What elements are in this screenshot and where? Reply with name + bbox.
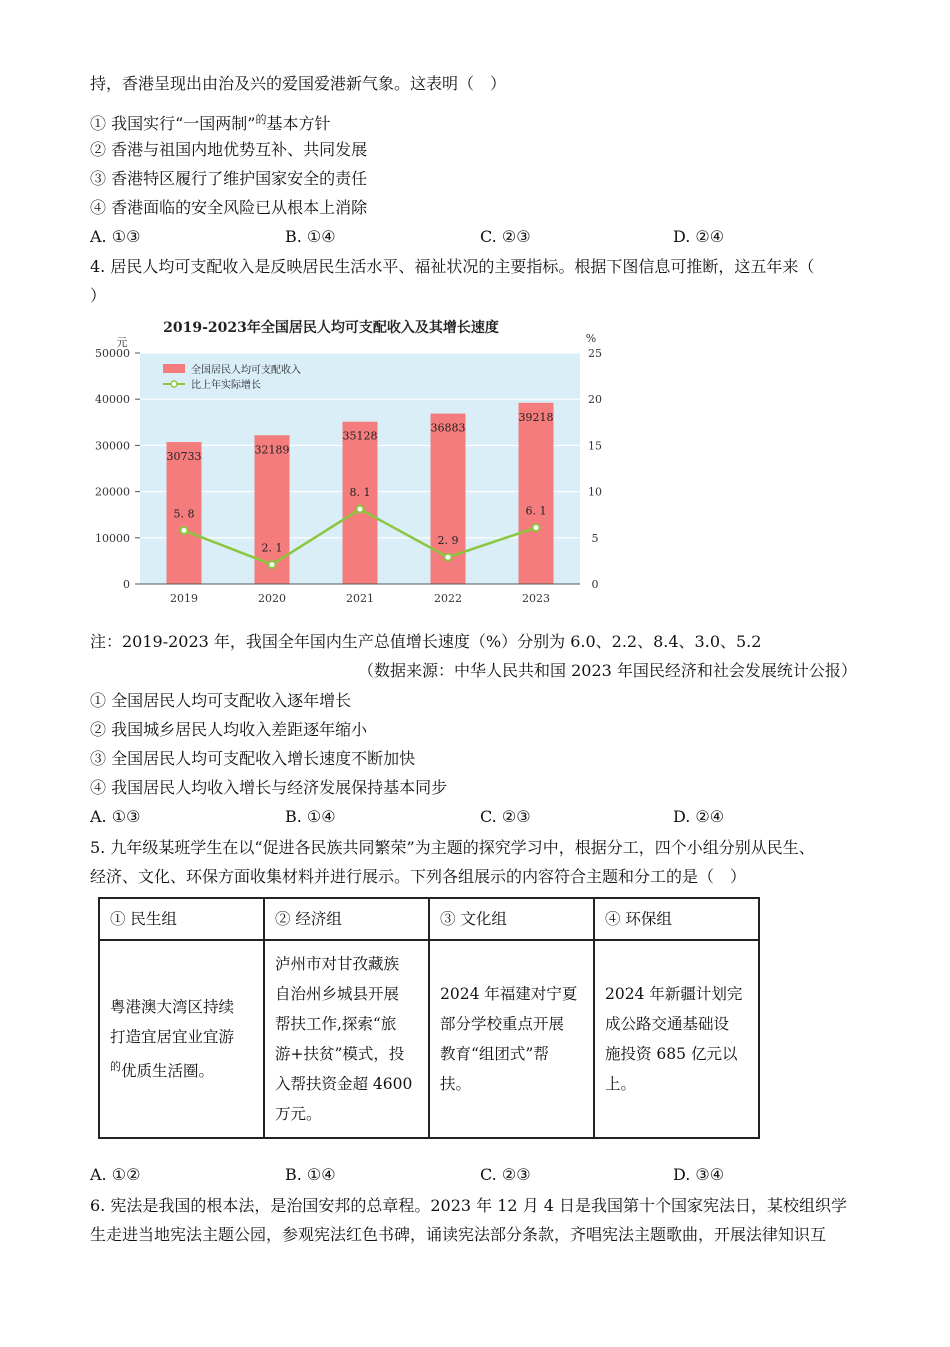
growth-point-2019 [181,527,188,534]
legend-bar-label: 全国居民人均可支配收入 [191,365,301,376]
q5-option-c[interactable]: C. ②③ [480,1165,531,1184]
left-tick-label: 40000 [95,393,130,407]
q3-option-b[interactable]: B. ①④ [285,227,336,246]
groups-table [98,897,760,1139]
growth-value-label: 2. 9 [437,534,459,548]
q4-item-3: ③ 全国居民人均可支配收入增长速度不断加快 [90,749,416,768]
q3-option-c[interactable]: C. ②③ [480,227,531,246]
legend-line-label: 比上年实际增长 [191,380,261,391]
q3-options [90,227,790,247]
cell-culture-text: 2024 年福建对宁夏 部分学校重点开展 教育“组团式”帮 扶。 [440,985,578,1093]
q3-item-2: ② 香港与祖国内地优势互补、共同发展 [90,140,368,159]
left-tick-label: 0 [123,578,130,591]
x-tick-label: 2020 [258,592,286,605]
q5-stem-line-1: 5. 九年级某班学生在以“促进各民族共同繁荣”为主题的探究学习中，根据分工，四个小组分别从民生、 [90,838,815,857]
income-chart [95,312,615,612]
right-tick-label: 20 [588,393,602,407]
right-tick-label: 10 [588,485,602,499]
left-unit-label: 元 [116,336,128,349]
left-tick-label: 10000 [95,531,130,545]
bar-value-label: 35128 [342,429,378,443]
q3-item-1-sup: 的 [255,113,267,126]
q5-stem-line-2: 经济、文化、环保方面收集材料并进行展示。下列各组展示的内容符合主题和分工的是（ ） [90,867,747,886]
q4-item-4: ④ 我国居民人均收入增长与经济发展保持基本同步 [90,778,448,797]
q6-line-2: 生走进当地宪法主题公园，参观宪法红色书碑，诵读宪法部分条款，齐唱宪法主题歌曲，开展法律知识互 [90,1225,827,1244]
x-tick-label: 2023 [522,592,550,605]
right-unit-label: % [585,332,597,345]
q3-item-3: ③ 香港特区履行了维护国家安全的责任 [90,169,368,188]
bar-value-label: 39218 [518,410,554,424]
q3-item-4: ④ 香港面临的安全风险已从根本上消除 [90,198,368,217]
header-culture: ③ 文化组 [429,898,594,940]
q3-item-1-text: ① 我国实行“一国两制” [90,114,256,133]
q3-item-1 [90,110,330,134]
q3-option-a[interactable]: A. ①③ [90,227,141,246]
right-tick-label: 5 [591,531,599,545]
q4-stem-line-2: ） [90,286,107,305]
growth-point-2023 [533,524,540,531]
right-tick-label: 25 [588,347,602,360]
left-tick-label: 30000 [95,439,130,453]
growth-value-label: 6. 1 [525,504,547,518]
q4-item-1: ① 全国居民人均可支配收入逐年增长 [90,691,352,710]
q5-option-d[interactable]: D. ③④ [673,1165,725,1184]
left-tick-label: 20000 [95,485,130,499]
cell-livelihood-text: 粤港澳大湾区持续 打造宜居宜业宜游 [110,998,235,1046]
bar-2021 [343,422,378,584]
cell-environment [594,940,759,1138]
x-tick-label: 2019 [170,592,198,605]
cell-livelihood-text-end: 优质生活圈。 [121,1062,215,1080]
q3-option-d[interactable]: D. ②④ [673,227,725,246]
growth-point-2021 [357,506,364,513]
q4-note: 注：2019-2023 年，我国全年国内生产总值增长速度（%）分别为 6.0、2.2、8.4、3.0、5.2 [90,632,762,651]
q4-options [90,807,790,827]
table-header-row [99,898,759,940]
bar-value-label: 32189 [254,443,290,457]
q4-item-2: ② 我国城乡居民人均收入差距逐年缩小 [90,720,368,739]
q5-option-b[interactable]: B. ①④ [285,1165,336,1184]
q3-item-1-text-end: 基本方针 [266,114,331,133]
header-economy: ② 经济组 [264,898,429,940]
cell-livelihood-sup: 的 [110,1060,121,1073]
q4-option-a[interactable]: A. ①③ [90,807,141,826]
legend-bar-swatch [163,364,185,373]
cell-environment-text: 2024 年新疆计划完 成公路交通基础设 施投资 685 亿元以 上。 [605,985,743,1093]
right-tick-label: 0 [591,578,599,591]
x-tick-label: 2021 [346,592,374,605]
cell-culture [429,940,594,1138]
q4-option-d[interactable]: D. ②④ [673,807,725,826]
header-environment: ④ 环保组 [594,898,759,940]
growth-point-2020 [269,561,276,568]
q5-options [90,1165,790,1185]
bar-2023 [519,403,554,584]
bar-value-label: 36883 [430,421,466,435]
q4-source: （数据来源：中华人民共和国 2023 年国民经济和社会发展统计公报） [358,661,857,680]
bar-value-label: 30733 [166,450,202,464]
q4-option-c[interactable]: C. ②③ [480,807,531,826]
cell-economy [264,940,429,1138]
q4-stem-line-1: 4. 居民人均可支配收入是反映居民生活水平、福祉状况的主要指标。根据下图信息可推断，这五年来（ [90,257,815,276]
q3-stem-tail: 持，香港呈现出由治及兴的爱国爱港新气象。这表明（ ） [90,74,507,93]
cell-livelihood [99,940,264,1138]
right-tick-label: 15 [588,439,602,453]
growth-value-label: 2. 1 [261,541,283,555]
legend-line-marker [171,381,177,387]
q6-line-1: 6. 宪法是我国的根本法，是治国安邦的总章程。2023 年 12 月 4 日是我国第十个国家宪法日，某校组织学 [90,1196,848,1215]
q4-option-b[interactable]: B. ①④ [285,807,336,826]
chart-title: 2019-2023年全国居民人均可支配收入及其增长速度 [163,320,499,336]
growth-value-label: 5. 8 [173,507,195,521]
q5-option-a[interactable]: A. ①② [90,1165,141,1184]
left-tick-label: 50000 [95,347,130,360]
growth-value-label: 8. 1 [349,486,371,500]
x-tick-label: 2022 [434,592,462,605]
cell-economy-text: 泸州市对甘孜藏族 自治州乡城县开展 帮扶工作,探索“旅 游+扶贫”模式，投 入帮扶资金超 4600 万元。 [275,955,413,1123]
growth-point-2022 [445,554,452,561]
header-livelihood: ① 民生组 [99,898,264,940]
table-row [99,940,759,1138]
